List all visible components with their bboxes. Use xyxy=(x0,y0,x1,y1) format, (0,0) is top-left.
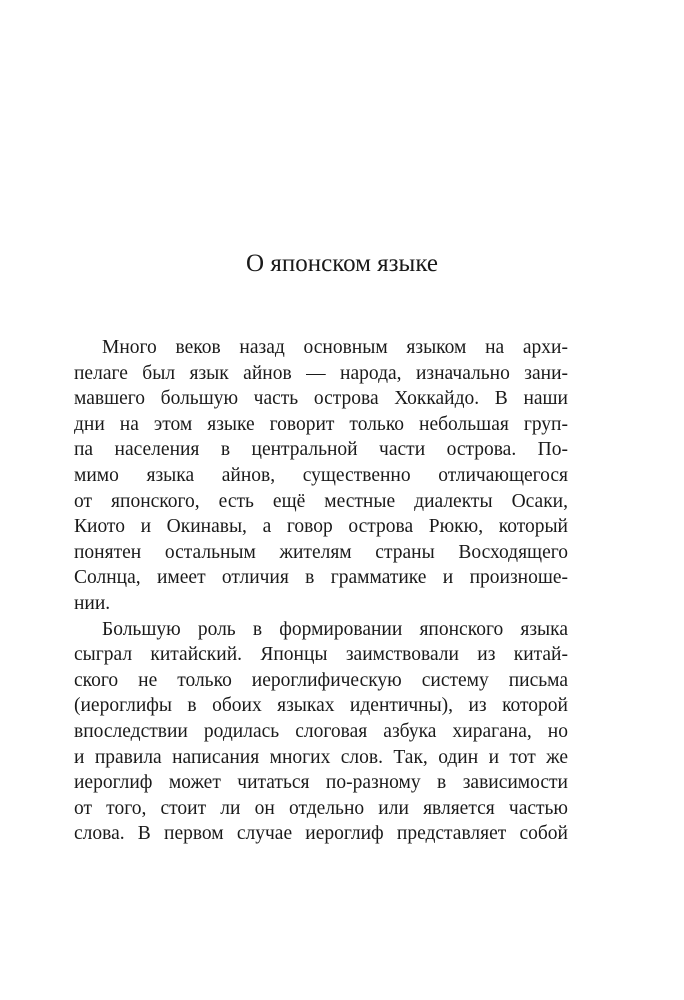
text-line: нии. xyxy=(74,592,111,614)
text-line: Много веков назад основным языком на архи- xyxy=(102,337,568,358)
text-line: мимо языка айнов, существенно отличающегося xyxy=(74,464,568,486)
text-line: от того, стоит ли он отдельно или является частью xyxy=(74,797,568,819)
text-line: понятен остальным жителям страны Восходящего xyxy=(74,541,568,563)
text-line: сыграл китайский. Японцы заимствовали из китай- xyxy=(74,644,568,666)
text-line: (иероглифы в обоих языках идентичны), из которой xyxy=(74,695,568,717)
text-line: дни на этом языке говорит только небольшая груп- xyxy=(74,413,568,435)
text-line: от японского, есть ещё местные диалекты Осаки, xyxy=(74,490,568,512)
text-line: впоследствии родилась слоговая азбука хирагана, но xyxy=(74,720,568,742)
text-line: иероглиф может читаться по-разному в зависимости xyxy=(74,772,568,794)
text-line: Киото и Окинавы, а говор острова Рюкю, который xyxy=(74,516,568,538)
paragraph-2 xyxy=(74,617,568,847)
chapter-title: О японском языке xyxy=(246,250,438,277)
text-line: Солнца, имеет отличия в грамматике и произноше- xyxy=(74,567,568,589)
text-line: слова. В первом случае иероглиф представляет собой xyxy=(74,823,568,845)
text-line: и правила написания многих слов. Так, один и тот же xyxy=(74,746,568,768)
text-line: ского не только иероглифическую систему письма xyxy=(74,669,568,691)
text-line: па населения в центральной части острова. По- xyxy=(74,439,568,461)
body-text xyxy=(74,335,568,847)
text-line: пелаге был язык айнов — народа, изначально зани- xyxy=(74,362,568,384)
text-line: мавшего большую часть острова Хоккайдо. В наши xyxy=(74,388,568,410)
text-line: Большую роль в формировании японского языка xyxy=(102,618,568,640)
paragraph-1 xyxy=(74,335,568,617)
